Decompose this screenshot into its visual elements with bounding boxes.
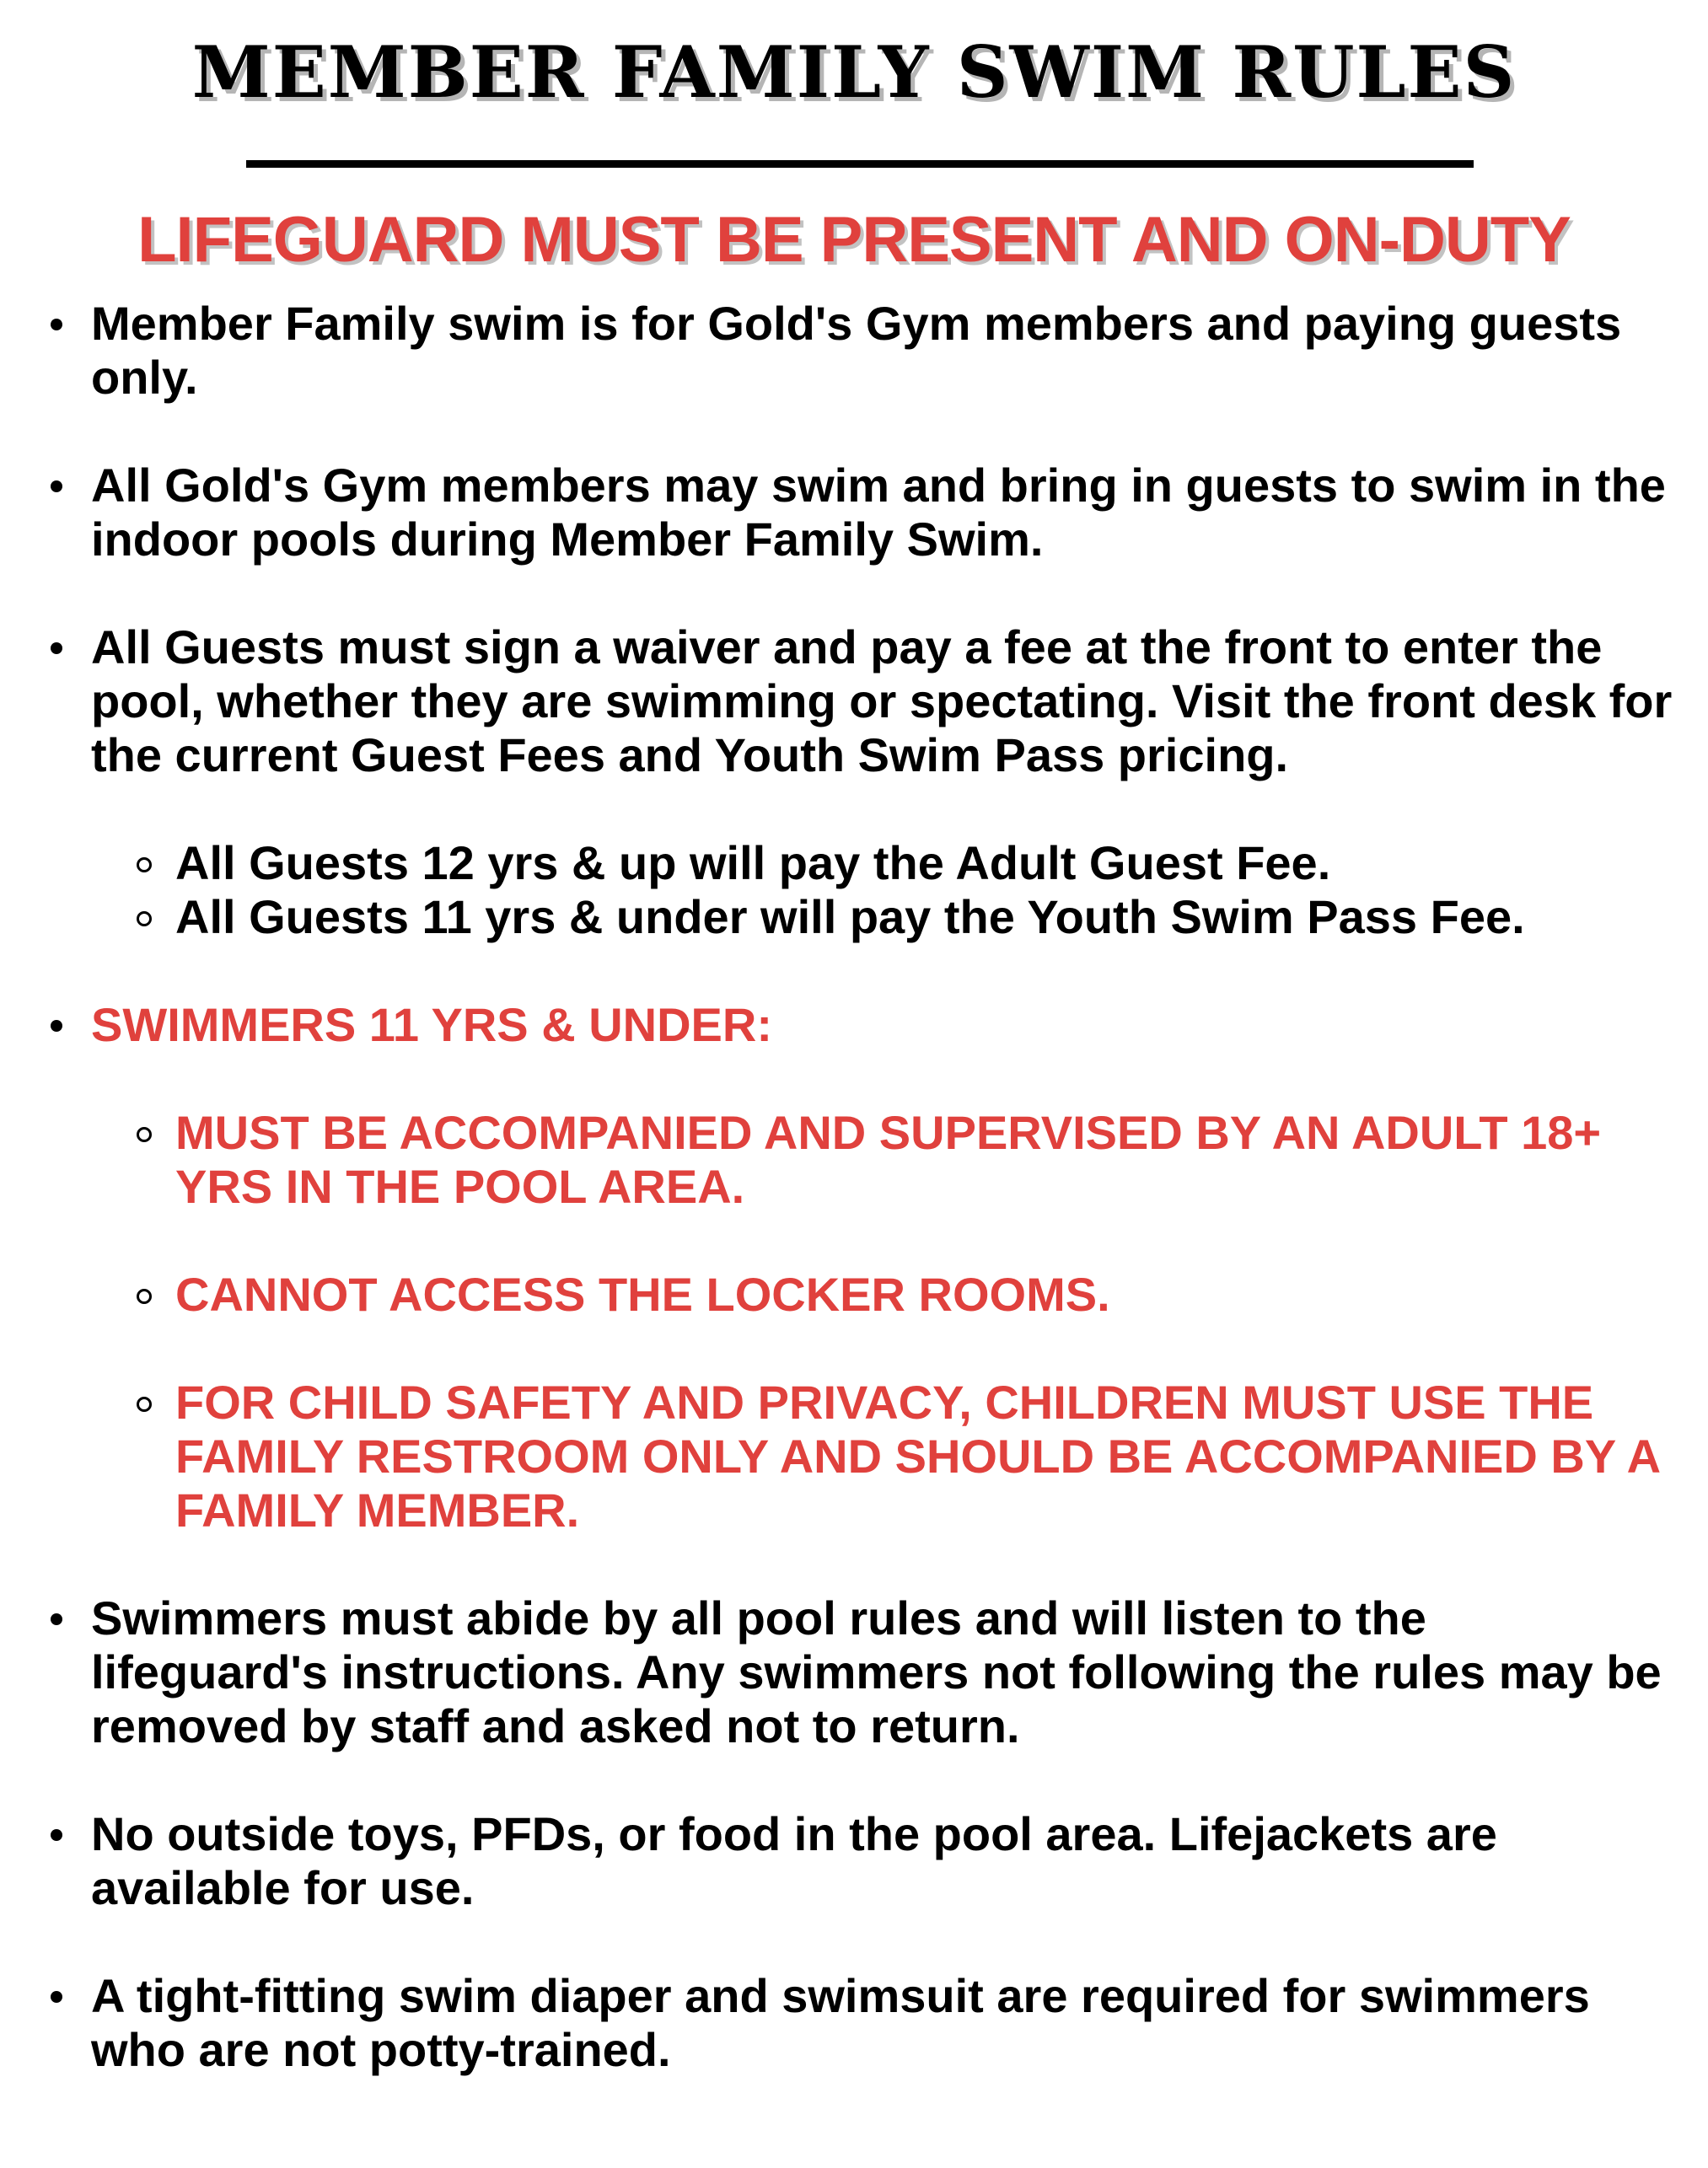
guest-fee-text: All Guests 11 yrs & under will pay the Youth Swim Pass Fee. xyxy=(175,890,1525,943)
title-divider xyxy=(246,160,1474,168)
page-title: MEMBER FAMILY SWIM RULES xyxy=(191,30,1517,114)
bullet-icon xyxy=(51,1829,62,1841)
rule-text: Member Family swim is for Gold's Gym members and paying guests only. xyxy=(91,297,1622,404)
bullet-icon xyxy=(51,642,62,654)
bullet-icon xyxy=(51,1991,62,2003)
hollow-bullet-icon xyxy=(137,911,152,926)
rule-item xyxy=(46,1969,1673,2077)
under-11-rule-item xyxy=(46,1268,1673,1322)
rule-text: All Guests must sign a waiver and pay a fee at the front to enter the pool, whether they are swimming or spectating. Visit the front desk for the current Guest Fees and Youth Swim Pass pricing. xyxy=(91,620,1673,781)
hollow-bullet-icon xyxy=(137,1397,152,1412)
rule-item xyxy=(46,1807,1673,1915)
rule-text: All Gold's Gym members may swim and bring in guests to swim in the indoor pools during Member Family Swim. xyxy=(91,459,1666,566)
hollow-bullet-icon xyxy=(137,1289,152,1304)
under-11-rule-text: CANNOT ACCESS THE LOCKER ROOMS. xyxy=(175,1268,1110,1321)
rule-item-under-11 xyxy=(46,998,1673,1052)
rule-item xyxy=(46,297,1673,405)
bullet-icon xyxy=(51,480,62,492)
rule-text: Swimmers must abide by all pool rules and will listen to the lifeguard's instructions. Any swimmers not following the rules may be removed by staff and asked not to return. xyxy=(91,1591,1662,1752)
hollow-bullet-icon xyxy=(137,1127,152,1142)
rule-item xyxy=(46,1591,1673,1753)
rule-text: SWIMMERS 11 YRS & UNDER: xyxy=(91,998,772,1051)
bullet-icon xyxy=(51,1020,62,1032)
guest-fee-text: All Guests 12 yrs & up will pay the Adult Guest Fee. xyxy=(175,836,1331,889)
rule-text: A tight-fitting swim diaper and swimsuit are required for swimmers who are not potty-trained. xyxy=(91,1969,1590,2076)
rule-text: No outside toys, PFDs, or food in the pool area. Lifejackets are available for use. xyxy=(91,1807,1497,1914)
guest-fee-item xyxy=(46,890,1673,944)
rules-list xyxy=(46,297,1673,2077)
rule-item xyxy=(46,459,1673,566)
rule-item xyxy=(46,620,1673,782)
bullet-icon xyxy=(51,319,62,330)
hollow-bullet-icon xyxy=(137,857,152,872)
under-11-rule-text: FOR CHILD SAFETY AND PRIVACY, CHILDREN MUST USE THE FAMILY RESTROOM ONLY AND SHOULD BE ACCOMPANIED BY A FAMILY MEMBER. xyxy=(175,1376,1660,1537)
lifeguard-notice: LIFEGUARD MUST BE PRESENT AND ON-DUTY xyxy=(137,204,1571,276)
bullet-icon xyxy=(51,1613,62,1625)
under-11-rule-item xyxy=(46,1106,1673,1214)
guest-fee-item xyxy=(46,836,1673,890)
under-11-rule-item xyxy=(46,1376,1673,1537)
under-11-rule-text: MUST BE ACCOMPANIED AND SUPERVISED BY AN ADULT 18+ YRS IN THE POOL AREA. xyxy=(175,1106,1602,1213)
